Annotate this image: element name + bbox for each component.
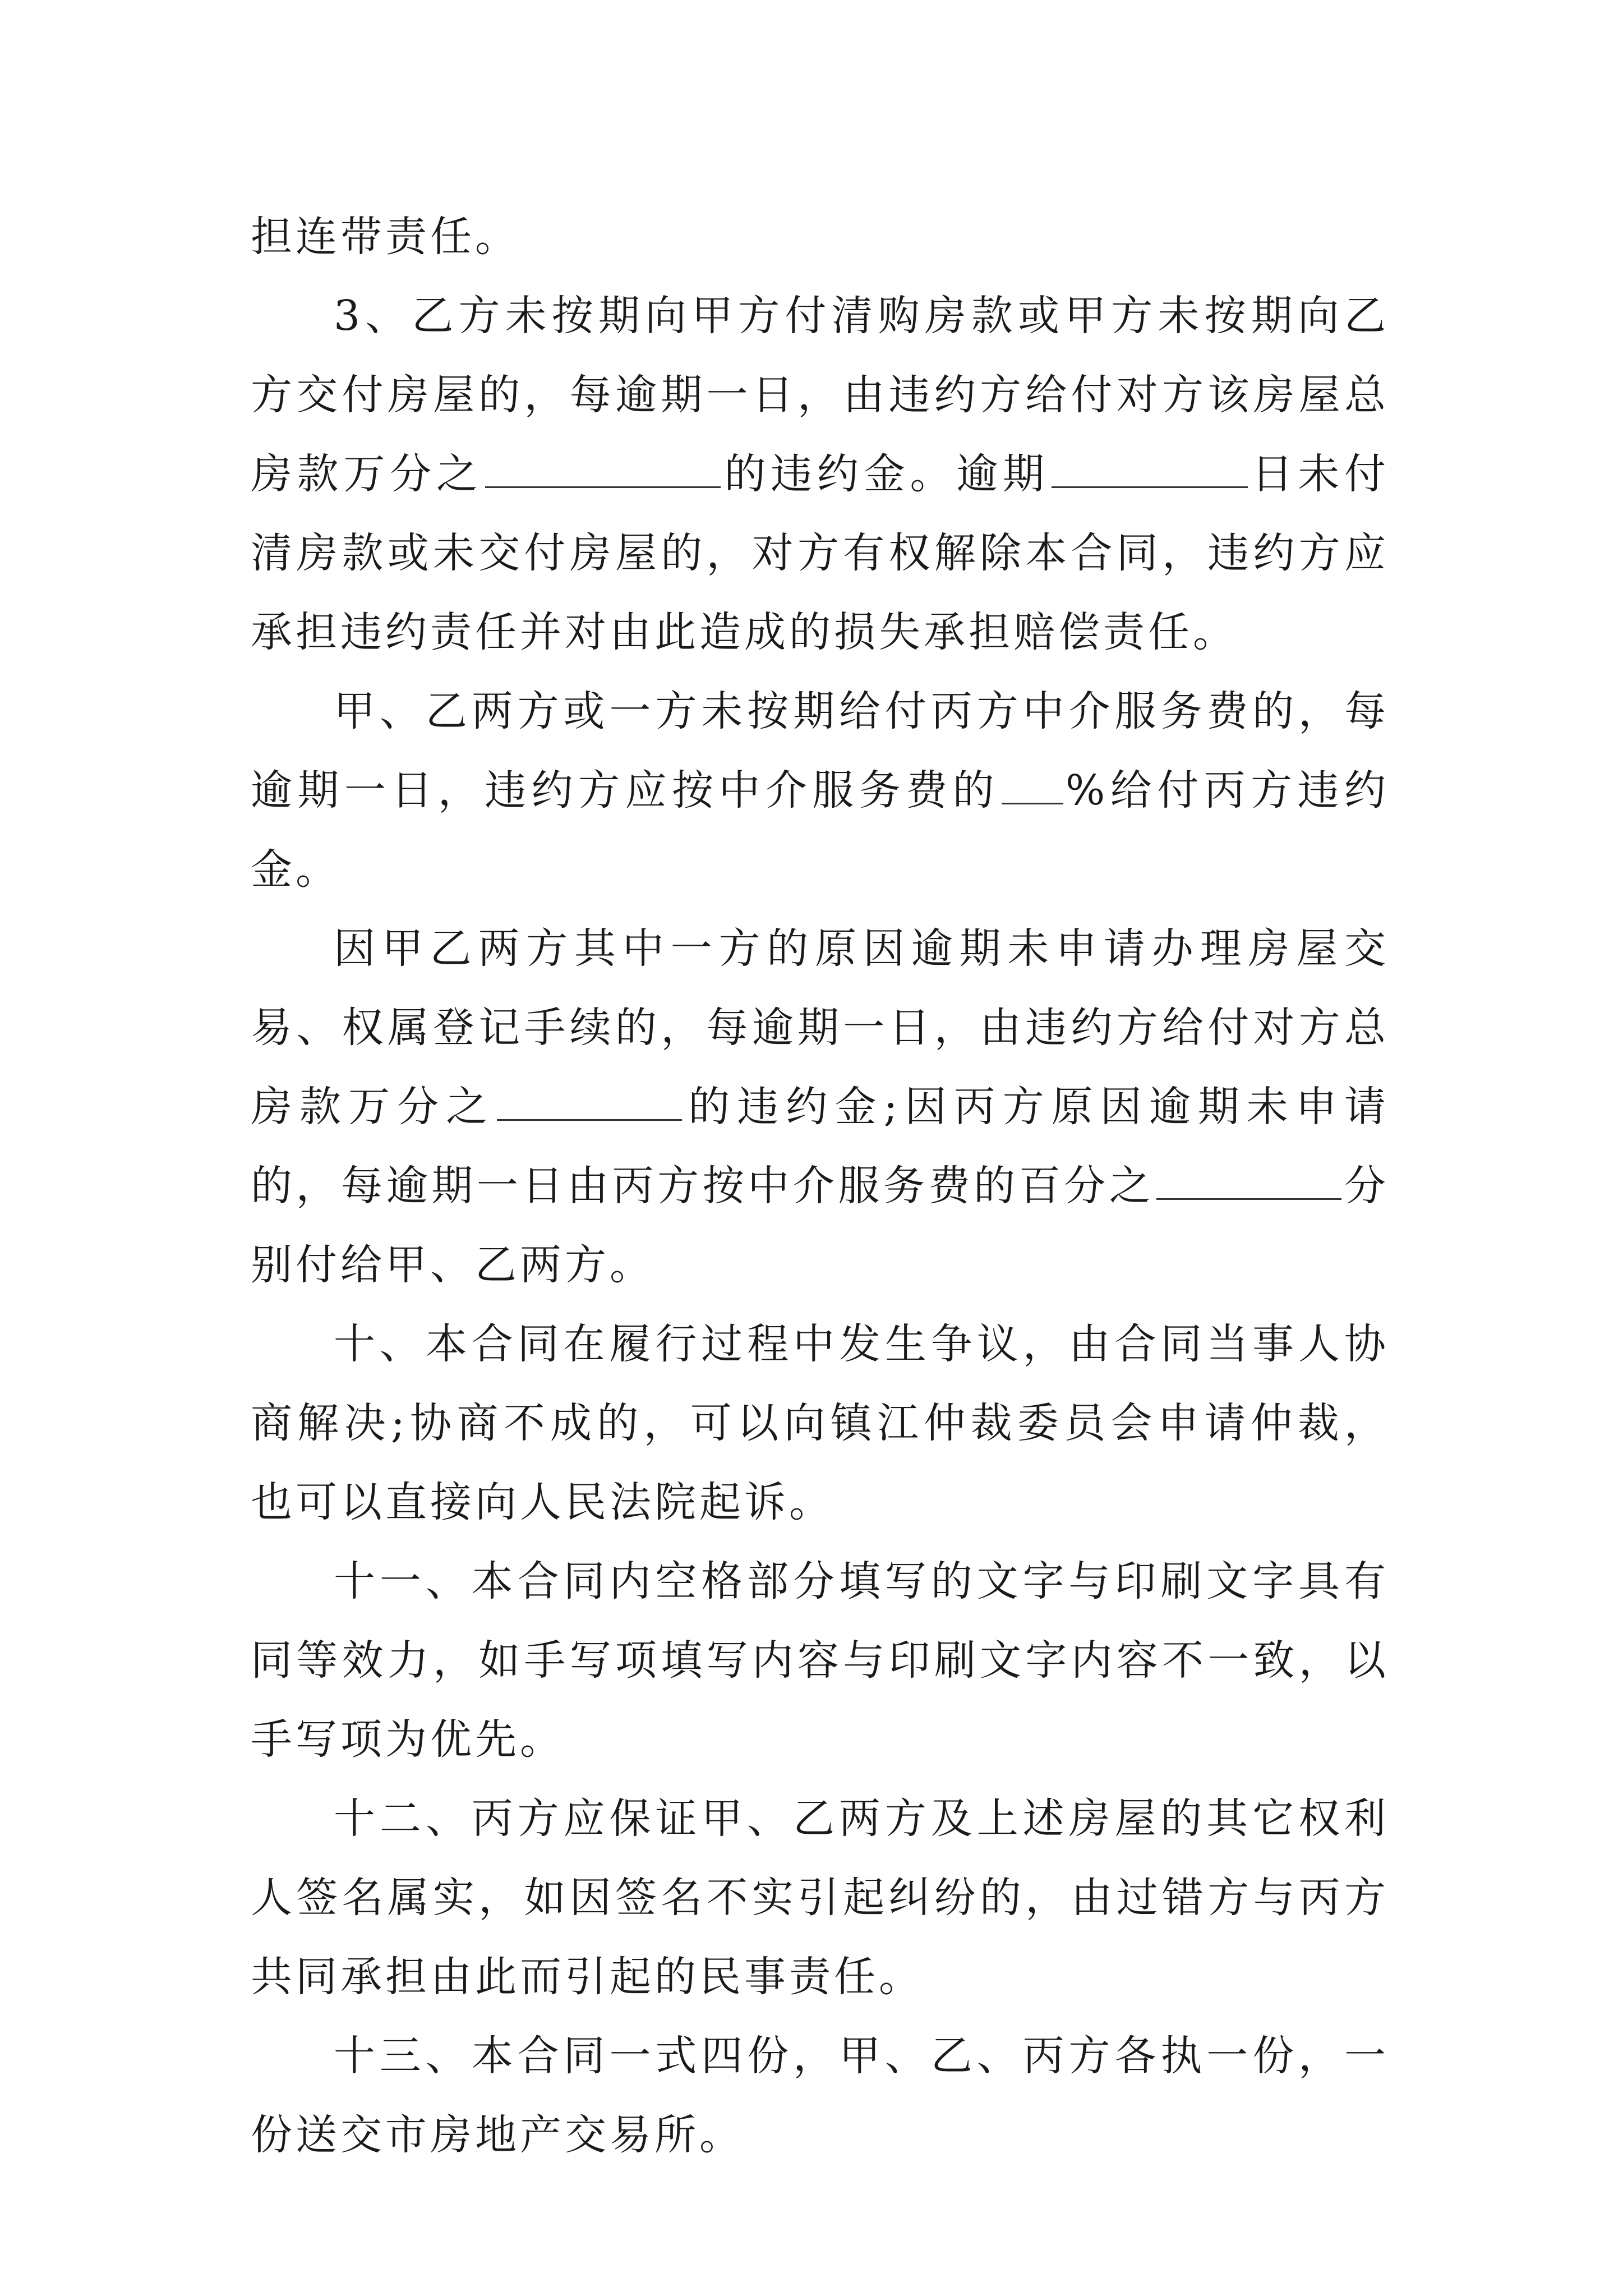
paragraph-clause-11 xyxy=(251,1542,1389,1779)
paragraph-text: 分别付给甲、乙两方。 xyxy=(251,1162,1390,1289)
fill-in-blank xyxy=(485,453,721,488)
paragraph-clause-3 xyxy=(251,277,1389,672)
paragraph-clause-10 xyxy=(251,1305,1389,1542)
paragraph-text: 甲、乙两方或一方未按期给付丙方中介服务费的，每逾期一日，违约方应按中介服务费的 xyxy=(251,687,1389,815)
paragraph-text: 日未付清房款或未交付房屋的，对方有权解除本合同，违约方应承担违约责任并对由此造成的损失承担赔偿责任。 xyxy=(251,450,1389,656)
contract-text xyxy=(251,197,1389,2175)
paragraph-text: 担连带责任。 xyxy=(251,213,520,261)
paragraph-text: 十、本合同在履行过程中发生争议，由合同当事人协商解决;协商不成的，可以向镇江仲裁委员会申请仲裁，也可以直接向人民法院起诉。 xyxy=(251,1320,1389,1526)
paragraph-text: %给付丙方违约金。 xyxy=(251,766,1389,894)
paragraph-text: 十二、丙方应保证甲、乙两方及上述房屋的其它权利人签名属实，如因签名不实引起纠纷的，由过错方与丙方共同承担由此而引起的民事责任。 xyxy=(251,1795,1389,2001)
paragraph-text: 3、乙方未按期向甲方付清购房款或甲方未按期向乙方交付房屋的，每逾期一日，由违约方给付对方该房屋总房款万分之 xyxy=(251,292,1389,498)
fill-in-blank xyxy=(1156,1165,1341,1200)
paragraph-text: 的违约金。逾期 xyxy=(722,450,1049,498)
paragraph-service-fee xyxy=(251,672,1389,909)
fill-in-blank xyxy=(1002,769,1063,804)
fill-in-blank xyxy=(1052,453,1248,488)
paragraph-text: 十一、本合同内空格部分填写的文字与印刷文字具有同等效力，如手写项填写内容与印刷文字内容不一致，以手写项为优先。 xyxy=(251,1557,1389,1764)
paragraph-text: 十三、本合同一式四份，甲、乙、丙方各执一份，一份送交市房地产交易所。 xyxy=(251,2032,1389,2159)
paragraph-clause-13 xyxy=(251,2017,1389,2175)
fill-in-blank xyxy=(497,1085,682,1121)
paragraph-clause-12 xyxy=(251,1779,1389,2017)
paragraph-registration-delay xyxy=(251,909,1389,1305)
paragraph-continuation xyxy=(251,197,1389,277)
paragraph-text: 因甲乙两方其中一方的原因逾期未申请办理房屋交易、权属登记手续的，每逾期一日，由违约方给付对方总房款万分之 xyxy=(251,924,1389,1131)
paragraph-text: 的违约金;因丙方原因逾期未申请的，每逾期一日由丙方按中介服务费的百分之 xyxy=(251,1083,1389,1210)
